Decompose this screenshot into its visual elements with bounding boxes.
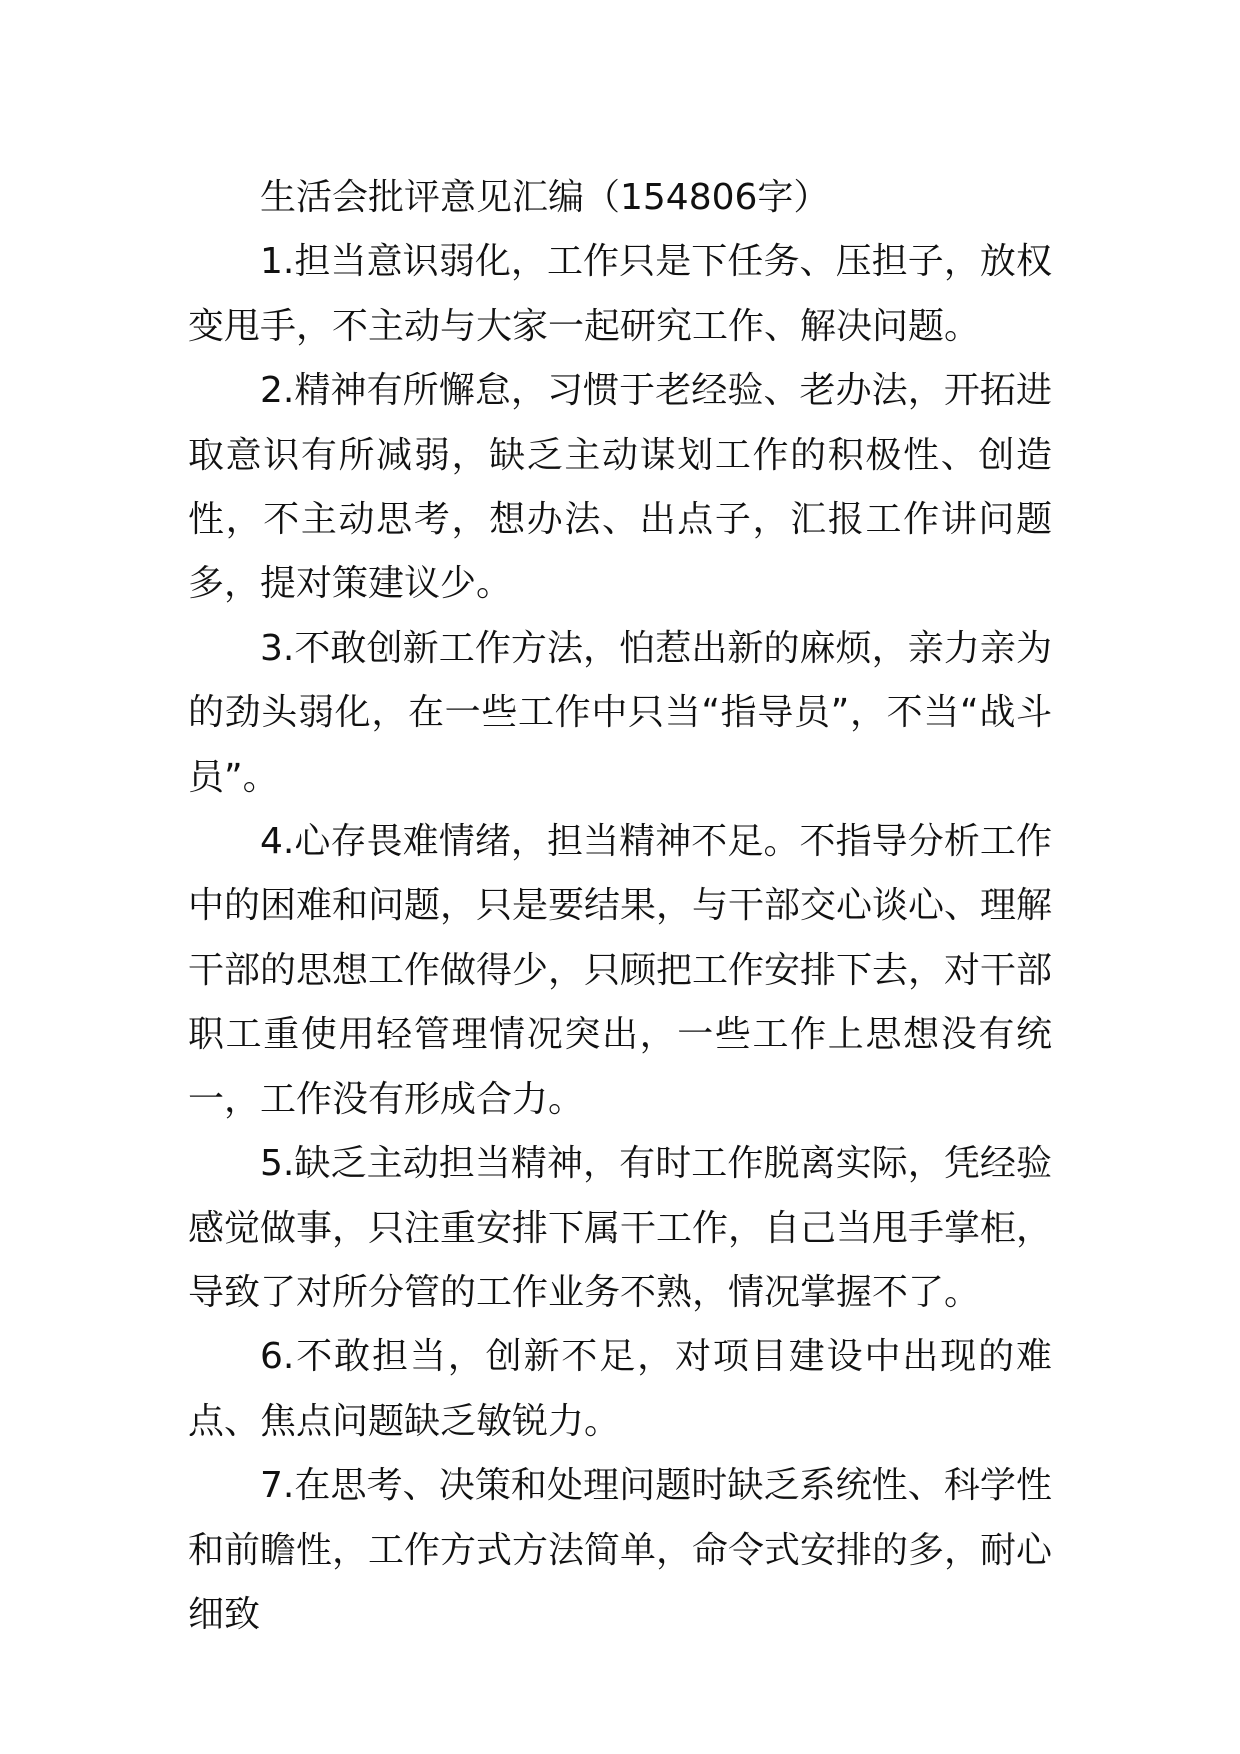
paragraph-1: 1.担当意识弱化，工作只是下任务、压担子，放权变甩手，不主动与大家一起研究工作、解决问题。 xyxy=(188,241,1052,347)
paragraph-5: 5.缺乏主动担当精神，有时工作脱离实际，凭经验感觉做事，只注重安排下属干工作，自己当甩手掌柜，导致了对所分管的工作业务不熟，情况掌握不了。 xyxy=(188,1143,1053,1313)
document-page xyxy=(188,166,1052,1647)
paragraph-3: 3.不敢创新工作方法，怕惹出新的麻烦，亲力亲为的劲头弱化，在一些工作中只当“指导员”，不当“战斗员”。 xyxy=(188,627,1052,798)
paragraph-4: 4.心存畏难情绪，担当精神不足。不指导分析工作中的困难和问题，只是要结果，与干部交心谈心、理解干部的思想工作做得少，只顾把工作安排下去，对干部职工重使用轻管理情况突出，一些工作上思想没有统一，工作没有形成合力。 xyxy=(188,821,1053,1120)
paragraph-6: 6.不敢担当，创新不足，对项目建设中出现的难点、焦点问题缺乏敏锐力。 xyxy=(188,1336,1052,1442)
paragraph-7: 7.在思考、决策和处理问题时缺乏系统性、科学性和前瞻性，工作方式方法简单，命令式安排的多，耐心细致 xyxy=(188,1465,1053,1635)
document-title: 生活会批评意见汇编（154806字） xyxy=(260,177,830,218)
paragraph-2: 2.精神有所懈怠，习惯于老经验、老办法，开拓进取意识有所减弱，缺乏主动谋划工作的积极性、创造性，不主动思考，想办法、出点子，汇报工作讲问题多，提对策建议少。 xyxy=(188,370,1052,605)
